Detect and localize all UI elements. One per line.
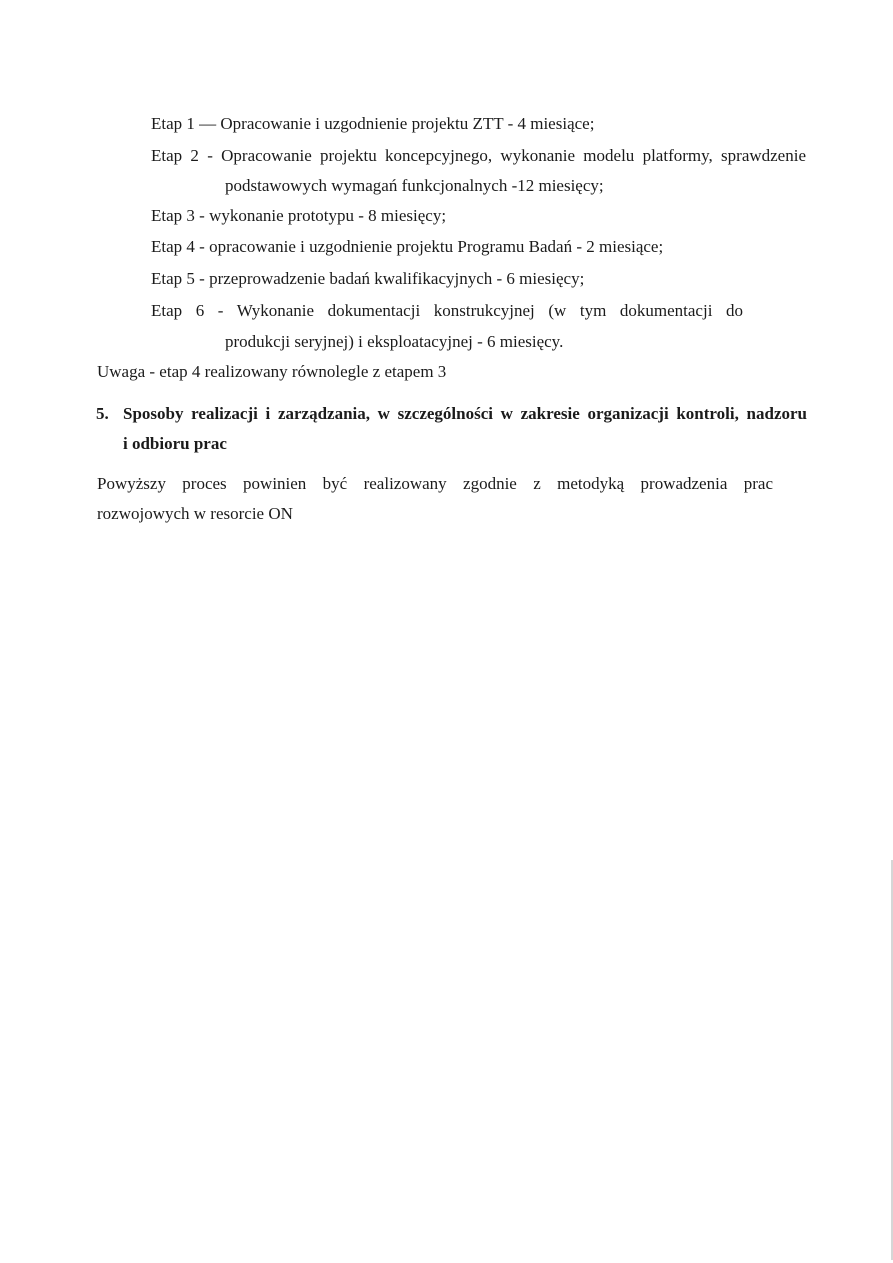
stage-6-line-2: produkcji seryjnej) i eksploatacyjnej - 6 miesięcy.: [225, 332, 564, 351]
stage-2-line-1: Etap 2 - Opracowanie projektu koncepcyjnego, wykonanie modelu platformy, sprawdzenie: [151, 146, 806, 165]
paragraph-line-1: Powyższy proces powinien być realizowany zgodnie z metodyką prowadzenia prac: [97, 474, 773, 493]
stage-6-line-1: Etap 6 - Wykonanie dokumentacji konstrukcyjnej (w tym dokumentacji do: [151, 301, 743, 320]
section-title-line-2: i odbioru prac: [123, 434, 227, 453]
stage-1: Etap 1 — Opracowanie i uzgodnienie projektu ZTT - 4 miesiące;: [151, 114, 595, 133]
stage-4: Etap 4 - opracowanie i uzgodnienie projektu Programu Badań - 2 miesiące;: [151, 237, 664, 256]
stage-3: Etap 3 - wykonanie prototypu - 8 miesięcy;: [151, 206, 447, 225]
note: Uwaga - etap 4 realizowany równolegle z etapem 3: [97, 362, 447, 381]
stage-2-line-2: podstawowych wymagań funkcjonalnych -12 miesięcy;: [225, 176, 604, 195]
section-title-line-1: Sposoby realizacji i zarządzania, w szczególności w zakresie organizacji kontroli, nadzoru: [123, 404, 807, 423]
stage-5: Etap 5 - przeprowadzenie badań kwalifikacyjnych - 6 miesięcy;: [151, 269, 585, 288]
section-number: 5.: [96, 404, 109, 423]
paragraph-line-2: rozwojowych w resorcie ON: [97, 504, 293, 523]
